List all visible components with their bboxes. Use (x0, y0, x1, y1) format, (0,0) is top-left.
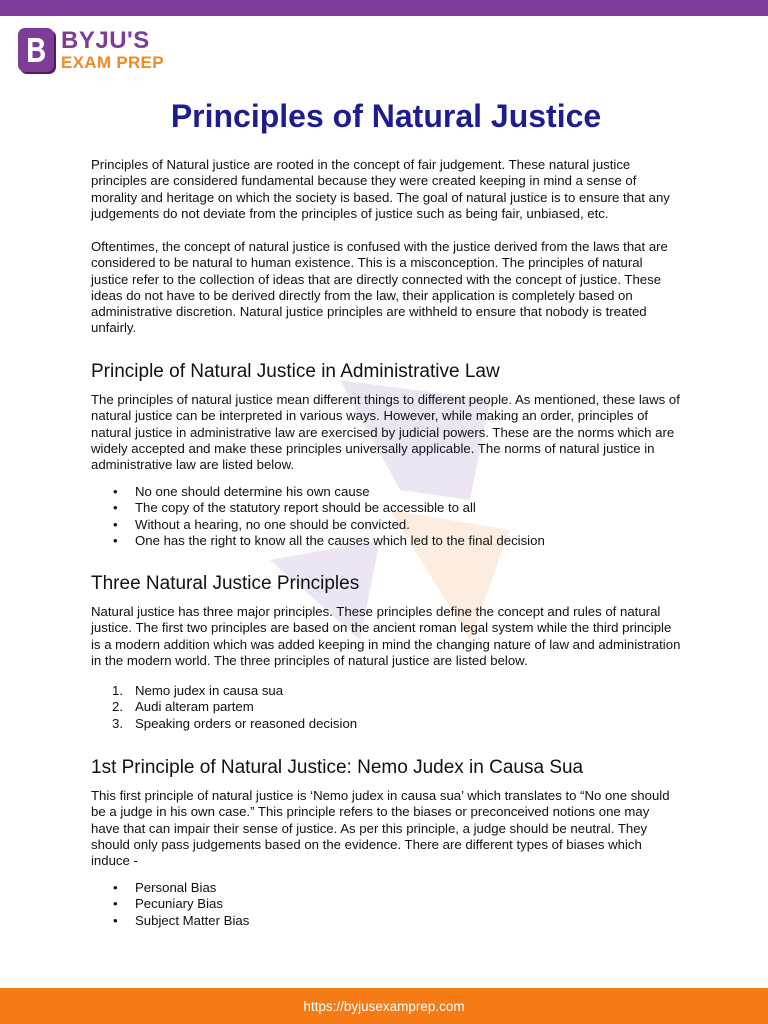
section-heading-admin-law: Principle of Natural Justice in Administrative Law (91, 361, 500, 382)
admin-law-norms-list (91, 484, 681, 550)
logo-tagline: EXAM PREP (61, 53, 164, 72)
intro-paragraph-2: Oftentimes, the concept of natural justice is confused with the justice derived from the laws that are considered to be natural to human existence. This is a misconception. The principles of natural justice refer to the collection of ideas that are directly connected with the concept of justice. These ideas do not have to be derived directly from the law, their application is completely based on administrative discretion. Natural justice principles are withheld to ensure that nobody is treated unfairly. (91, 239, 668, 336)
list-number: 1. (112, 683, 123, 698)
three-principles-list (91, 683, 681, 732)
list-item (91, 716, 681, 732)
list-number: 2. (112, 699, 123, 715)
list-number: 3. (112, 715, 123, 731)
byjus-exam-prep-logo (18, 28, 164, 72)
section-paragraph-admin-law: The principles of natural justice mean different things to different people. As mentioned, these laws of natural justice can be interpreted in various ways. However, while making an order, principles of natural justice in administrative law are exercised by judicial powers. These are the norms which are widely accepted and make these principles universally applicable. The norms of natural justice in administrative law are listed below. (91, 392, 680, 473)
list-item: • One has the right to know all the causes which led to the final decision (91, 533, 681, 549)
section-heading-nemo-judex: 1st Principle of Natural Justice: Nemo Judex in Causa Sua (91, 757, 584, 778)
list-item-text: Audi alteram partem (135, 699, 254, 715)
list-item: • Pecuniary Bias (91, 896, 681, 912)
list-item: • Personal Bias (91, 880, 681, 896)
list-item-text: Speaking orders or reasoned decision (135, 715, 358, 731)
section-paragraph-three-principles: Natural justice has three major principles. These principles define the concept and rules of natural justice. The first two principles are based on the ancient roman legal system while the third principle is a modern addition which was added keeping in mind the changing nature of law and administration in the modern world. The three principles of natural justice are listed below. (91, 604, 681, 668)
list-item (91, 683, 681, 699)
footer-bar (0, 988, 768, 1024)
list-item: • No one should determine his own cause (91, 484, 681, 500)
footer-website-link[interactable]: https://byjusexamprep.com (303, 998, 465, 1014)
list-item: • Without a hearing, no one should be convicted. (91, 517, 681, 533)
list-item: • Subject Matter Bias (91, 913, 681, 929)
byjus-b-icon (18, 28, 54, 72)
top-accent-bar (0, 0, 768, 16)
page-title: Principles of Natural Justice (170, 98, 602, 134)
intro-paragraph-1: Principles of Natural justice are rooted in the concept of fair judgement. These natural justice principles are considered fundamental because they were created keeping in mind a sense of morality and heritage on which the society is based. The goal of natural justice is to ensure that any judgements do not deviate from the principles of justice such as being fair, unbiased, etc. (91, 157, 670, 221)
biases-list (91, 880, 681, 929)
logo-brand-name: BYJU'S (61, 27, 150, 54)
list-item (91, 699, 681, 715)
section-heading-three-principles: Three Natural Justice Principles (91, 573, 360, 594)
section-paragraph-nemo-judex: This first principle of natural justice is ‘Nemo judex in causa sua’ which translates to “No one should be a judge in his own case.” This principle refers to the biases or preconceived notions one may have that can impair their sense of justice. As per this principle, a judge should be neutral. They should only pass judgements based on the evidence. There are different types of biases which induce - (91, 788, 670, 869)
list-item: • The copy of the statutory report should be accessible to all (91, 500, 681, 516)
list-item-text: Nemo judex in causa sua (135, 683, 284, 698)
